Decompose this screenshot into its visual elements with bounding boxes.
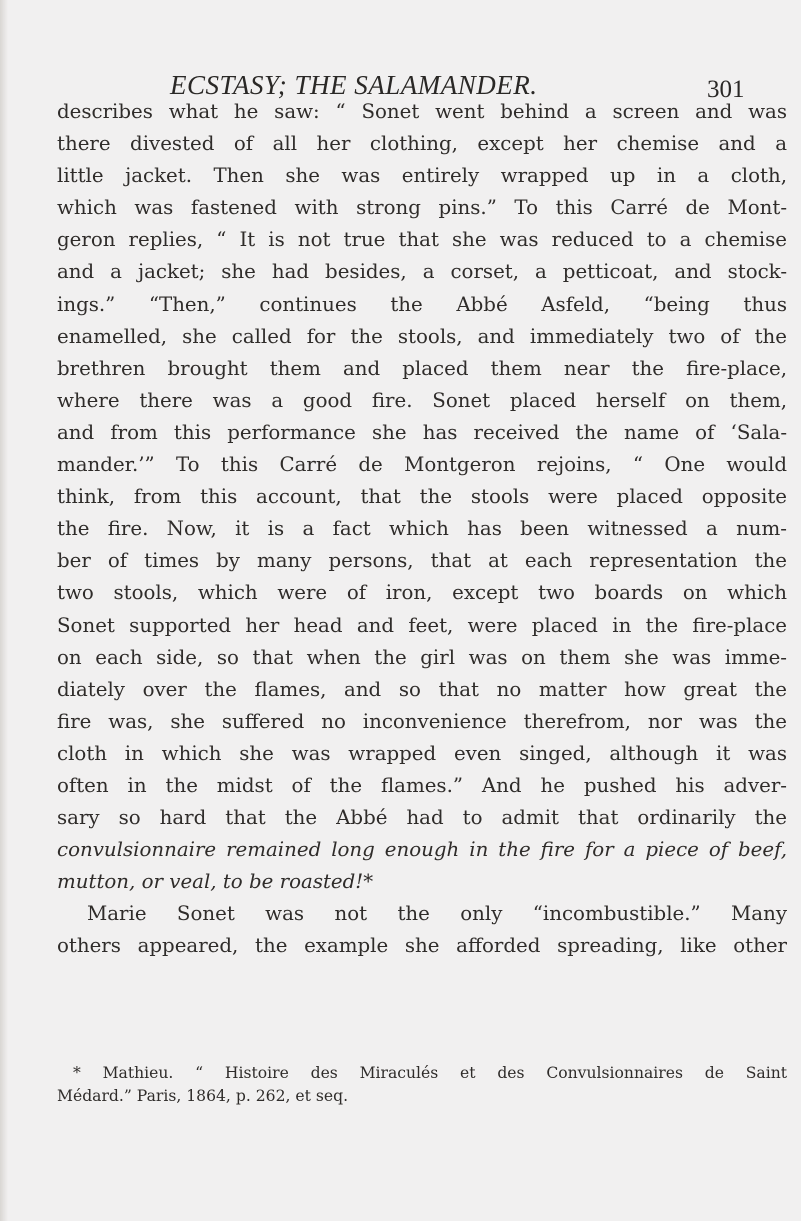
text-line-italic: mutton, or veal, to be roasted!*: [57, 870, 374, 894]
footnote-line: * Mathieu. “ Histoire des Miraculés et des Convulsionnaires de Saint: [73, 1064, 787, 1082]
text-line: where there was a good fire. Sonet placed herself on them,: [57, 388, 787, 412]
text-line: describes what he saw: “ Sonet went behind a screen and was: [57, 100, 787, 123]
footnote: [57, 1062, 787, 1108]
text-line: sary so hard that the Abbé had to admit that ordinarily the: [57, 806, 787, 830]
footnote-line: Médard.” Paris, 1864, p. 262, et seq.: [57, 1087, 349, 1105]
page-number: 301: [707, 76, 745, 103]
text-line: the fire. Now, it is a fact which has been witnessed a num-: [57, 517, 787, 541]
text-line: fire was, she suffered no inconvenience therefrom, nor was the: [57, 709, 787, 733]
text-line: ber of times by many persons, that at each representation the: [57, 549, 787, 573]
text-line: and from this performance she has received the name of ‘Sala-: [57, 420, 787, 444]
running-title: ECSTASY; THE SALAMANDER.: [170, 70, 538, 100]
text-line: there divested of all her clothing, except her chemise and a: [57, 132, 787, 156]
text-line: brethren brought them and placed them near the fire-place,: [57, 356, 787, 380]
text-line: enamelled, she called for the stools, and immediately two of the: [57, 324, 787, 348]
text-line: geron replies, “ It is not true that she was reduced to a chemise: [57, 228, 787, 252]
text-line: on each side, so that when the girl was on them she was imme-: [57, 645, 787, 669]
body-text: [57, 96, 787, 963]
text-line: diately over the flames, and so that no matter how great the: [57, 677, 787, 701]
text-line: cloth in which she was wrapped even singed, although it was: [57, 741, 787, 765]
text-line: little jacket. Then she was entirely wrapped up in a cloth,: [57, 164, 787, 188]
text-line: which was fastened with strong pins.” To this Carré de Mont-: [57, 196, 787, 220]
text-line: often in the midst of the flames.” And he pushed his adver-: [57, 773, 787, 797]
text-line: ings.” “Then,” continues the Abbé Asfeld, “being thus: [57, 292, 787, 316]
text-line: two stools, which were of iron, except two boards on which: [57, 581, 787, 605]
text-line: others appeared, the example she afforded spreading, like other: [57, 934, 787, 958]
text-line: Sonet supported her head and feet, were placed in the fire-place: [57, 613, 787, 637]
text-line: think, from this account, that the stools were placed opposite: [57, 485, 787, 509]
text-line: mander.’” To this Carré de Montgeron rejoins, “ One would: [57, 453, 787, 477]
text-line: and a jacket; she had besides, a corset, a petticoat, and stock-: [57, 260, 787, 284]
binding-shadow: [0, 0, 8, 1221]
text-line-italic: convulsionnaire remained long enough in the fire for a piece of beef,: [57, 838, 787, 862]
paragraph-start-line: Marie Sonet was not the only “incombustible.” Many: [87, 902, 787, 926]
